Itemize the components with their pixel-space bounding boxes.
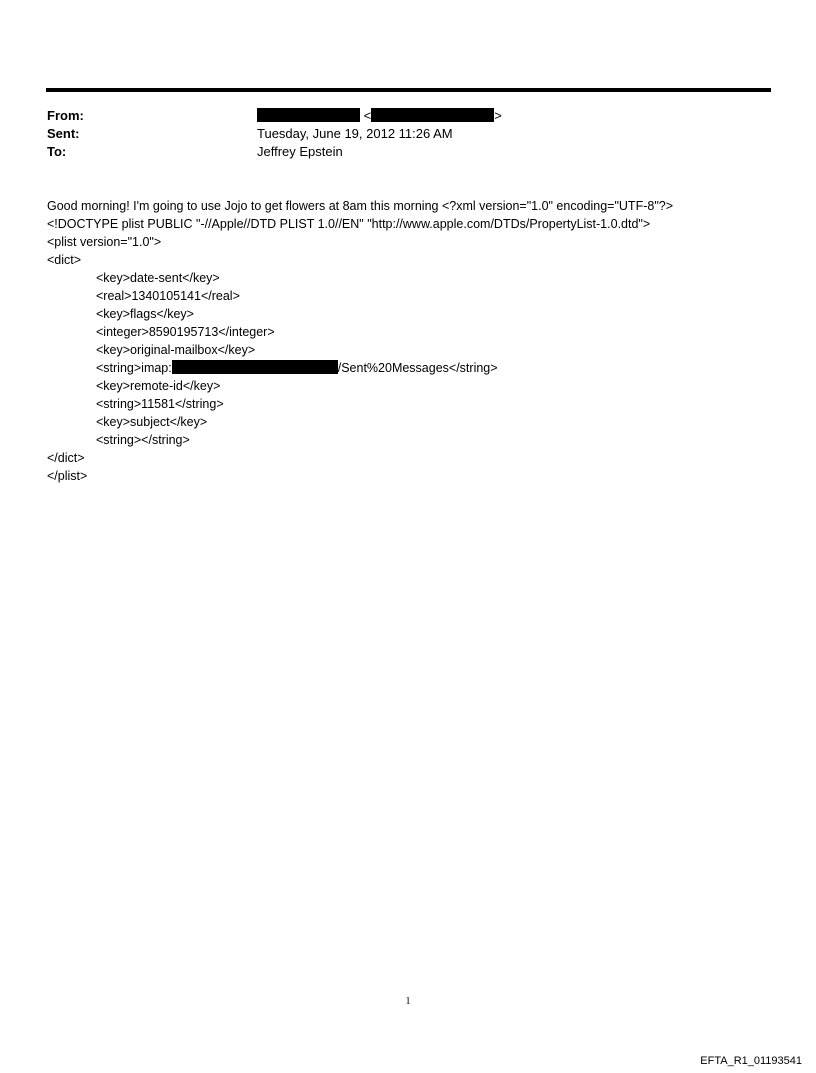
sent-label: Sent:: [47, 126, 80, 141]
imap-prefix: <string>imap:: [96, 361, 172, 375]
page-number: 1: [405, 996, 411, 1007]
body-line: <key>subject</key>: [96, 415, 208, 429]
body-line: <dict>: [47, 253, 82, 267]
to-value: Jeffrey Epstein: [257, 144, 343, 159]
body-line: <key>original-mailbox</key>: [96, 343, 256, 357]
body-line: <key>date-sent</key>: [96, 271, 220, 285]
body-line: [96, 360, 498, 376]
body-line: <string>11581</string>: [96, 397, 224, 411]
body-line: <key>flags</key>: [96, 307, 194, 321]
body-line: <!DOCTYPE plist PUBLIC "-//Apple//DTD PLIST 1.0//EN" "http://www.apple.com/DTDs/PropertyList-1.0.dtd">: [47, 217, 651, 231]
from-close-bracket: >: [494, 108, 502, 123]
imap-suffix: /Sent%20Messages</string>: [337, 361, 498, 375]
redaction-block: [371, 108, 494, 122]
to-label: To:: [47, 144, 67, 159]
body-line: Good morning! I'm going to use Jojo to get flowers at 8am this morning <?xml version="1.0" encoding="UTF-8"?>: [47, 199, 674, 213]
from-value: [257, 108, 502, 124]
from-label: From:: [47, 108, 84, 123]
body-line: <integer>8590195713</integer>: [96, 325, 275, 339]
body-line: <plist version="1.0">: [47, 235, 162, 249]
body-line: </dict>: [47, 451, 85, 465]
bates-number: EFTA_R1_01193541: [700, 1055, 802, 1067]
from-open-bracket: <: [363, 108, 372, 123]
redaction-block: [257, 108, 360, 122]
header-rule: [46, 88, 771, 92]
body-line: </plist>: [47, 469, 88, 483]
body-line: <real>1340105141</real>: [96, 289, 240, 303]
body-line: <key>remote-id</key>: [96, 379, 221, 393]
body-line: <string></string>: [96, 433, 190, 447]
redaction-block: [172, 360, 338, 374]
sent-value: Tuesday, June 19, 2012 11:26 AM: [257, 126, 453, 141]
